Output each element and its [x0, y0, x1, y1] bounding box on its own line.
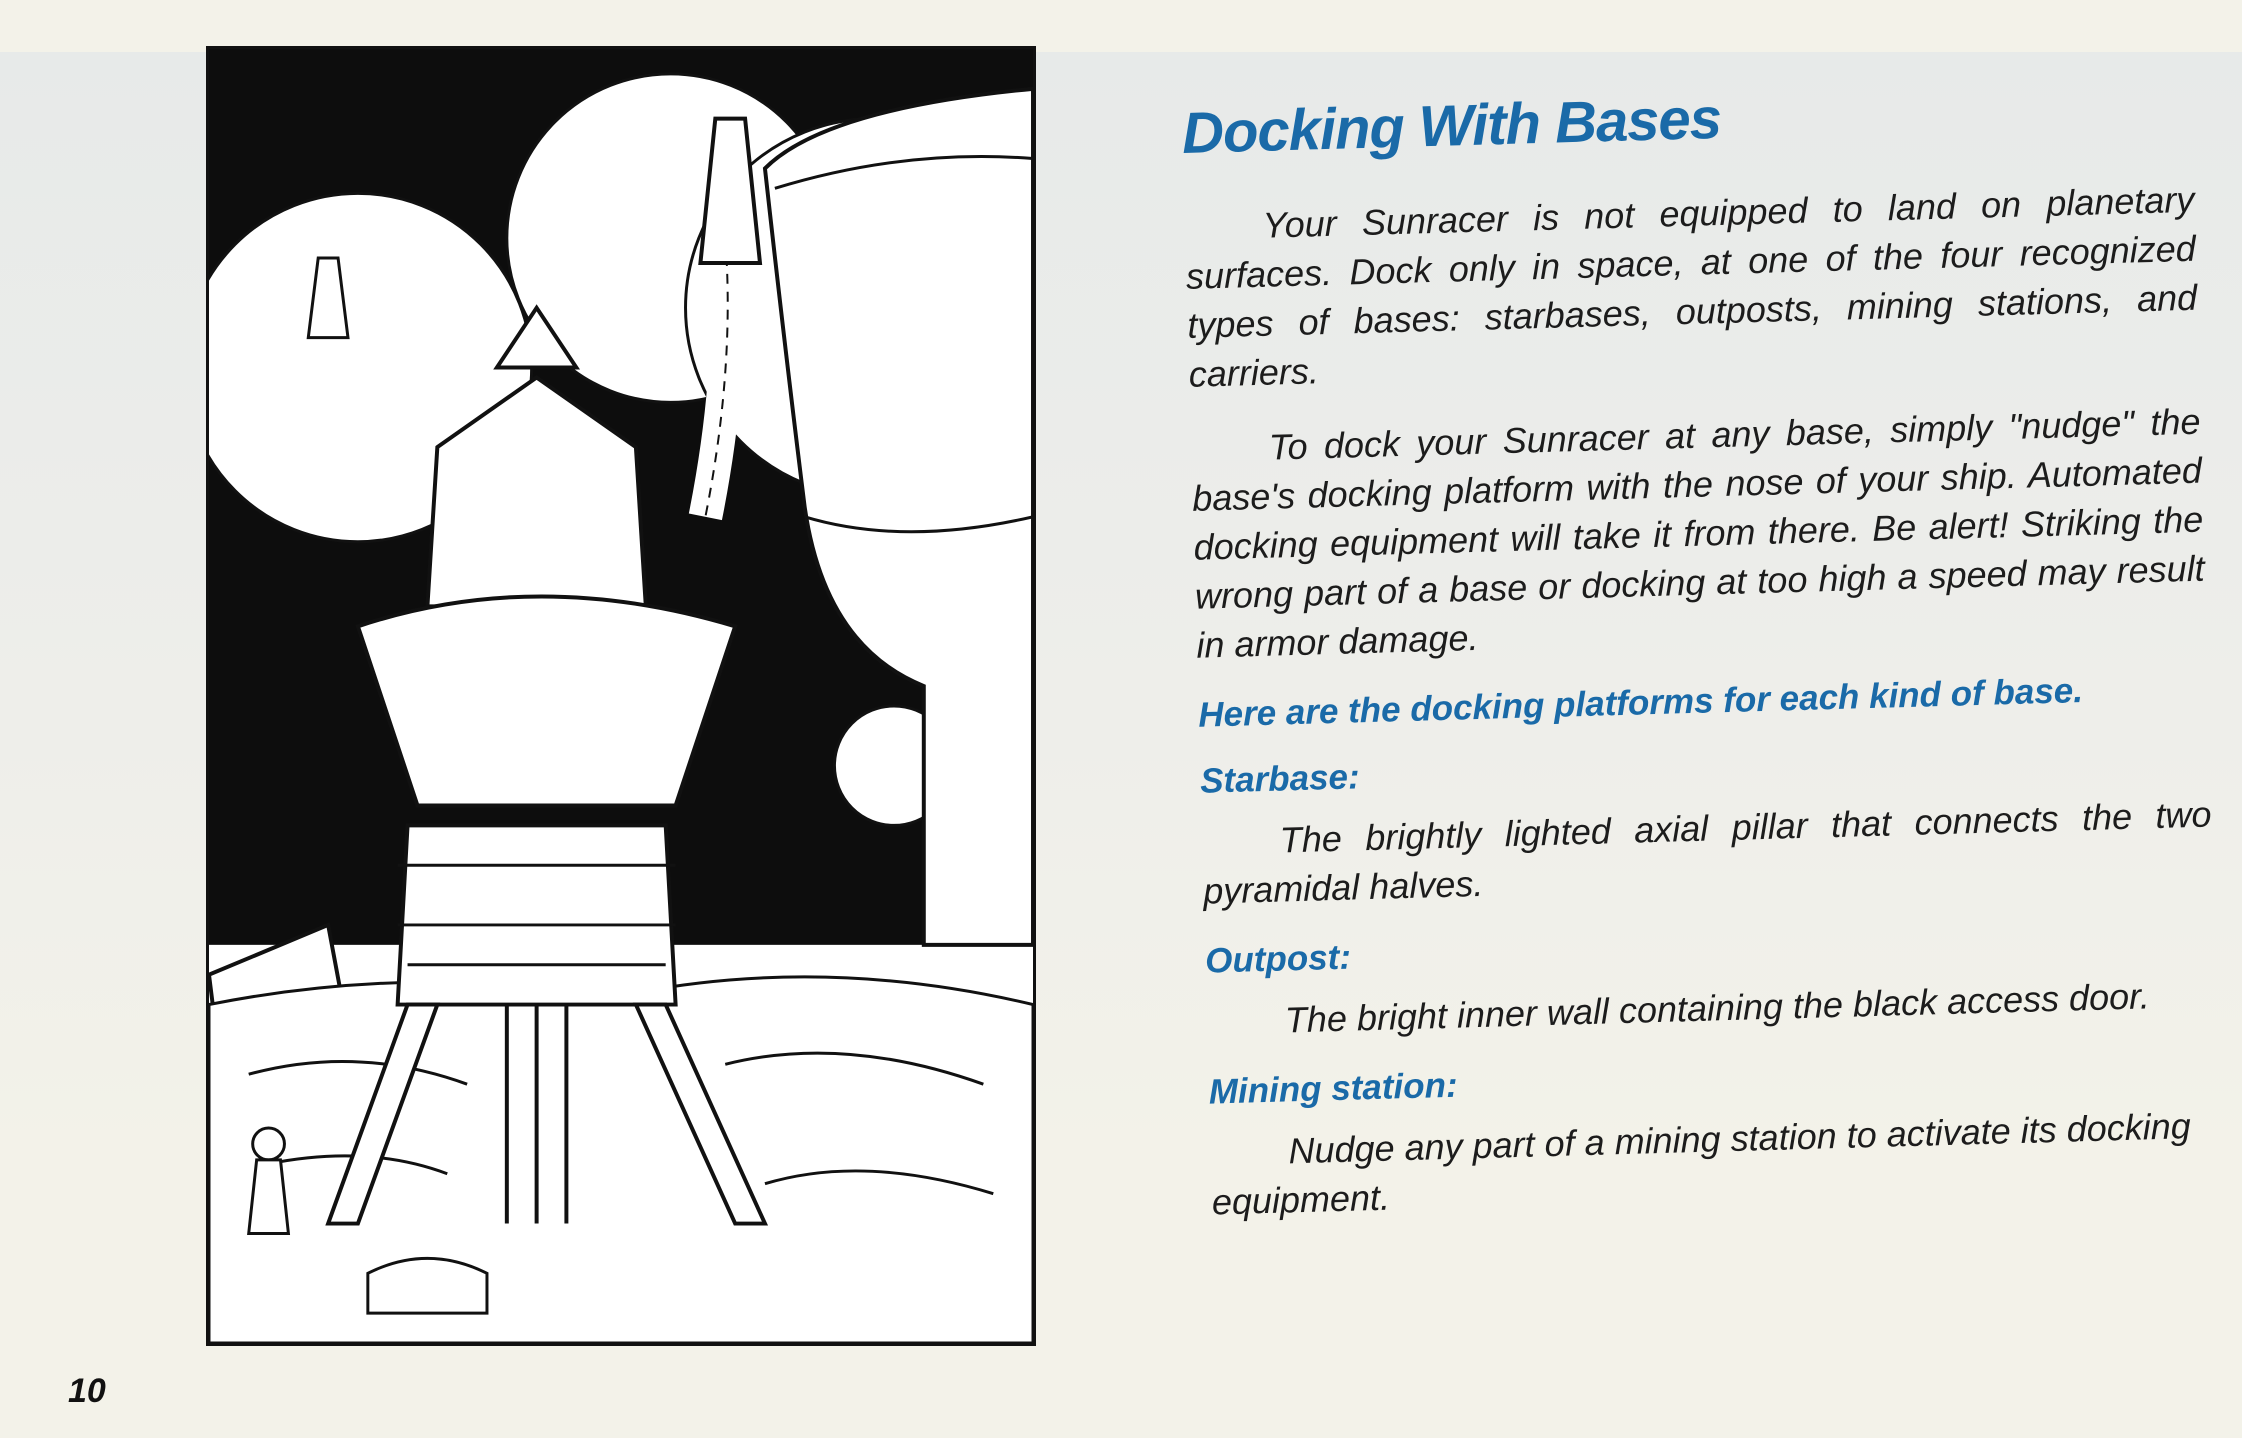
- section-heading-starbase: Starbase:: [1199, 757, 1361, 801]
- platforms-heading: Here are the docking platforms for each kind of base.: [1197, 671, 2084, 735]
- section-heading-mining-station: Mining station:: [1208, 1065, 1459, 1112]
- section-text-starbase: The brightly lighted axial pillar that connects the two pyramidal halves.: [1202, 793, 2213, 912]
- intro-paragraph-2: To dock your Sunracer at any base, simply "nudge" the base's docking platform with the nose of your ship. Automated docking equipment will take it from there. Be alert! Striking the wrong part of a base or docking at too high a speed may result in armor damage.: [1191, 400, 2206, 666]
- intro-paragraph-1: Your Sunracer is not equipped to land on planetary surfaces. Dock only in space, at one of the four recognized types of bases: starbases, outposts, mining stations, and carriers.: [1185, 178, 2198, 395]
- section-text-mining-station: Nudge any part of a mining station to activate its docking equipment.: [1211, 1105, 2192, 1223]
- page-number: 10: [68, 1372, 106, 1410]
- page-title: Docking With Bases: [1181, 85, 1722, 166]
- section-text-outpost: The bright inner wall containing the black access door.: [1284, 975, 2151, 1041]
- section-heading-outpost: Outpost:: [1204, 937, 1352, 981]
- text-column: [1180, 32, 2223, 1253]
- rocket-base-illustration: [206, 46, 1036, 1346]
